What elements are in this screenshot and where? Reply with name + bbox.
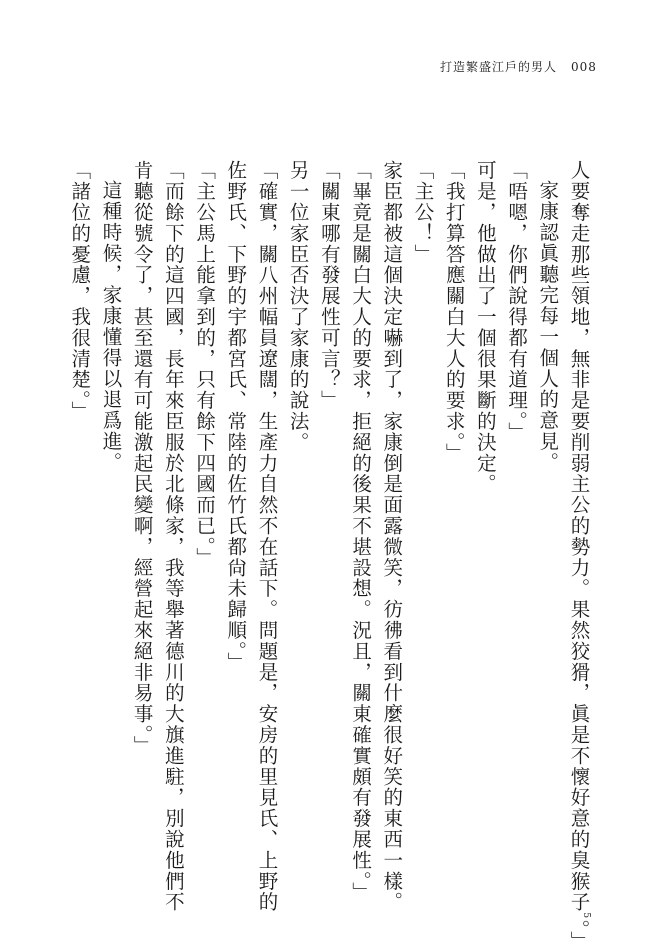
page-number: 008 [571,60,597,74]
text-line-7: 家臣都被這個決定嚇到了，家康倒是面露微笑，彷彿看到什麼很好笑的東西一樣。 [380,160,404,913]
book-title: 打造繁盛江戶的男人 [440,60,558,74]
text-line-2: 家康認眞聽完每一個人的意見。 [536,179,560,473]
text-line-13: 「主公馬上能拿到的，只有餘下四國而已。」 [193,160,217,569]
text-line-12: 佐野氏、下野的宇都宮氏、常陸的佐竹氏都尙未歸順。」 [224,160,248,673]
text-line-9: 「關東哪有發展性可言？」 [317,160,341,411]
text-line-15: 肯聽從號令了，甚至還有可能激起民變啊，經營起來絕非易事。」 [130,160,154,757]
text-line-6: 「主公！」 [411,160,435,265]
text-line-1: 人要奪走那些領地，無非是要削弱主公的勢力。果然狡猾，眞是不懷好意的臭猴子$^5$。」 [567,160,591,952]
text-line-10: 另一位家臣否決了家康的說法。 [286,160,310,453]
text-line-8: 「畢竟是關白大人的要求，拒絕的後果不堪設想。況且，關東確實頗有發展性。」 [349,160,373,903]
text-line-17: 「諸位的憂慮，我很清楚。」 [68,160,92,422]
body-text [41,160,601,952]
text-line-11: 「確實，關八州幅員遼闊，生產力自然不在話下。問題是，安房的里見氏、上野的 [255,160,279,913]
text-line-4: 可是，他做出了一個很果斷的決定。 [473,160,497,495]
text-line-16: 這種時候，家康懂得以退爲進。 [99,179,123,473]
text-line-5: 「我打算答應關白大人的要求。」 [442,160,466,464]
text-line-3: 「唔嗯，你們說得都有道理。」 [505,160,529,443]
text-line-14: 「而餘下的這四國，長年來臣服於北條家，我等舉著德川的大旗進駐，別說他們不 [161,160,185,913]
footnote-marker: 5 [581,912,591,920]
running-header [440,58,597,75]
